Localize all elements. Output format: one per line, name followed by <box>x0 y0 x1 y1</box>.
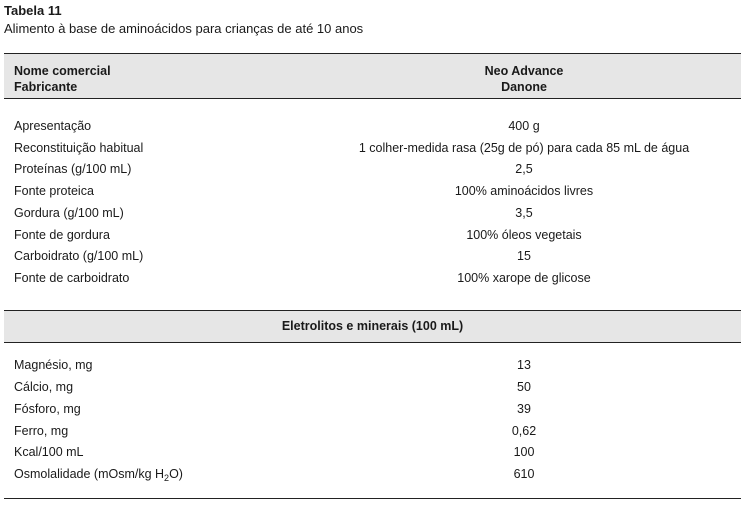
table-row-osmolality <box>0 463 748 485</box>
row-value: 15 <box>517 249 531 263</box>
row-label <box>14 466 183 483</box>
row-label: Magnésio, mg <box>14 358 93 372</box>
row-value: 610 <box>513 467 535 481</box>
row-value: 3,5 <box>515 206 533 220</box>
row-value: 39 <box>517 402 531 416</box>
row-value: 1 colher-medida rasa (25g de pó) para cada 85 mL de água <box>358 141 690 155</box>
row-label: Kcal/100 mL <box>14 445 84 459</box>
row-label: Fósforo, mg <box>14 402 81 416</box>
table-row <box>0 398 748 420</box>
table-row <box>0 137 748 159</box>
row-label: Reconstituição habitual <box>14 141 144 155</box>
table-row <box>0 376 748 398</box>
row-label: Fonte proteica <box>14 184 94 198</box>
table-title: Tabela 11 <box>4 3 62 18</box>
row-label: Apresentação <box>14 119 92 133</box>
row-value: 100% xarope de glicose <box>457 271 591 285</box>
table-row <box>0 245 748 267</box>
row-value: 400 g <box>508 119 540 133</box>
table-row <box>0 354 748 376</box>
row-value: 50 <box>517 380 531 394</box>
row-label: Fonte de gordura <box>14 228 110 242</box>
table-subtitle: Alimento à base de aminoácidos para crianças de até 10 anos <box>4 21 364 36</box>
table-row <box>0 420 748 442</box>
table-row <box>0 202 748 224</box>
osmolality-label-subscript: 2 <box>164 473 170 483</box>
table-row <box>0 441 748 463</box>
row-value: 100% aminoácidos livres <box>454 184 594 198</box>
row-label: Cálcio, mg <box>14 380 74 394</box>
table-row <box>0 158 748 180</box>
bottom-rule <box>4 498 741 499</box>
table-row <box>0 267 748 289</box>
row-value: 13 <box>517 358 531 372</box>
table-row <box>0 180 748 202</box>
row-value: 100 <box>513 445 535 459</box>
osmolality-label-suffix: O) <box>169 467 183 481</box>
row-value: 0,62 <box>511 424 537 438</box>
header-product-name: Neo Advance <box>484 64 564 78</box>
row-label: Carboidrato (g/100 mL) <box>14 249 144 263</box>
row-label: Ferro, mg <box>14 424 69 438</box>
row-label: Proteínas (g/100 mL) <box>14 162 132 176</box>
table-row <box>0 224 748 246</box>
row-value: 2,5 <box>515 162 533 176</box>
osmolality-label-prefix: Osmolalidade (mOsm/kg H <box>14 467 165 481</box>
row-label: Gordura (g/100 mL) <box>14 206 124 220</box>
table-row <box>0 115 748 137</box>
header-manufacturer: Danone <box>501 80 547 94</box>
header-label-manufacturer: Fabricante <box>14 80 78 94</box>
section-title: Eletrolitos e minerais (100 mL) <box>281 319 464 333</box>
header-label-commercial-name: Nome comercial <box>14 64 111 78</box>
row-label: Fonte de carboidrato <box>14 271 130 285</box>
row-value: 100% óleos vegetais <box>466 228 582 242</box>
